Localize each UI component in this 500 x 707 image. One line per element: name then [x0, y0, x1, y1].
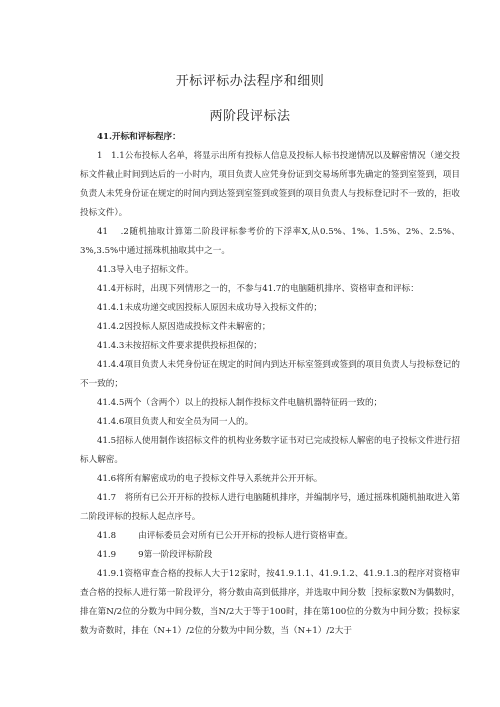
section-title: 两阶段评标法 — [209, 109, 291, 124]
clause-number: 41.8 — [97, 531, 117, 541]
paragraph-41-2: 41 .2随机抽取计算第二阶段评标参考价的下浮率X,从0.5%、1%、1.5%、2%、2.5%、3%,3.5%中通过摇珠机抽取其中之一。 — [80, 227, 460, 256]
paragraph-41-5: 41.5招标人使用制作该招标文件的机构业务数字证书对已完成投标人解密的电子投标文件进行招标人解密。 — [80, 436, 460, 465]
clause-text: 由评标委员会对所有已公开开标的投标人进行资格审查。 — [138, 531, 353, 541]
clause-text: 9第一阶段评标阶段 — [138, 550, 213, 560]
paragraph-41-6: 41.6将所有解密成功的电子投标文件导入系统并公开开标。 — [97, 474, 323, 484]
paragraph-41-4-1: 41.4.1未成功递交或因投标人原因未成功导入投标文件的； — [97, 303, 322, 313]
paragraph-41-4: 41.4开标时，出现下列情形之一的，不参与41.7的电脑随机排序、资格审查和评标： — [97, 284, 419, 294]
paragraph-41-4-2: 41.4.2因投标人原因造成投标文件未解密的； — [97, 322, 271, 332]
paragraph-41-4-4: 41.4.4项目负责人未凭身份证在规定的时间内到达开标室签到或签到的项目负责人与投标登记的不一致的； — [80, 360, 460, 389]
paragraph-41-8 — [80, 527, 460, 546]
document-title: 开标评标办法程序和细则 — [175, 74, 325, 89]
paragraph-41-4-6: 41.4.6项目负责人和安全员为同一人的。 — [97, 417, 254, 427]
paragraph-41-1: 1 1.1公布投标人名单，将显示出所有投标人信息及投标人标书投递情况以及解密情况（递交投标文件截止时间到达后的一小时内，项目负责人应凭身份证到交易场所事先确定的签到室签到，项目负责人未凭身份证在规定的时间内到达签到室签到或签到的项目负责人与投标登记时不一致的，拒收投标文件）。 — [80, 151, 460, 218]
paragraph-41-9 — [80, 546, 460, 565]
clause-number: 41.9 — [97, 550, 117, 560]
paragraph-41-9-1: 41.9.1资格审查合格的投标人大于12家时，按41.9.1.1、41.9.1.2、41.9.1.3的程序对资格审查合格的投标人进行第一阶段评分，将分数由高到低排序，并选取中间分数［投标家数N为偶数时，排在第N/2位的分数为中间分数，当N/2大于等于100时，排在第100位的分数为中间分数；投标家数为奇数时，排在（N+1）/2位的分数为中间分数，当（N+1）/2大于 — [80, 569, 460, 636]
paragraph-41-7: 41.7 将所有已公开开标的投标人进行电脑随机排序，并编制序号，通过摇珠机随机抽取进入第二阶段评标的投标人起点序号。 — [80, 493, 460, 522]
paragraph-41-4-5: 41.4.5两个（含两个）以上的投标人制作投标文件电脑机器特征码一致的； — [97, 398, 383, 408]
paragraph-41-3: 41.3导入电子招标文件。 — [97, 265, 194, 275]
paragraph-41-4-3: 41.4.3未按招标文件要求提供投标担保的； — [97, 341, 262, 351]
clause-heading: 41.开标和评标程序： — [97, 132, 181, 142]
document-body — [80, 128, 460, 641]
